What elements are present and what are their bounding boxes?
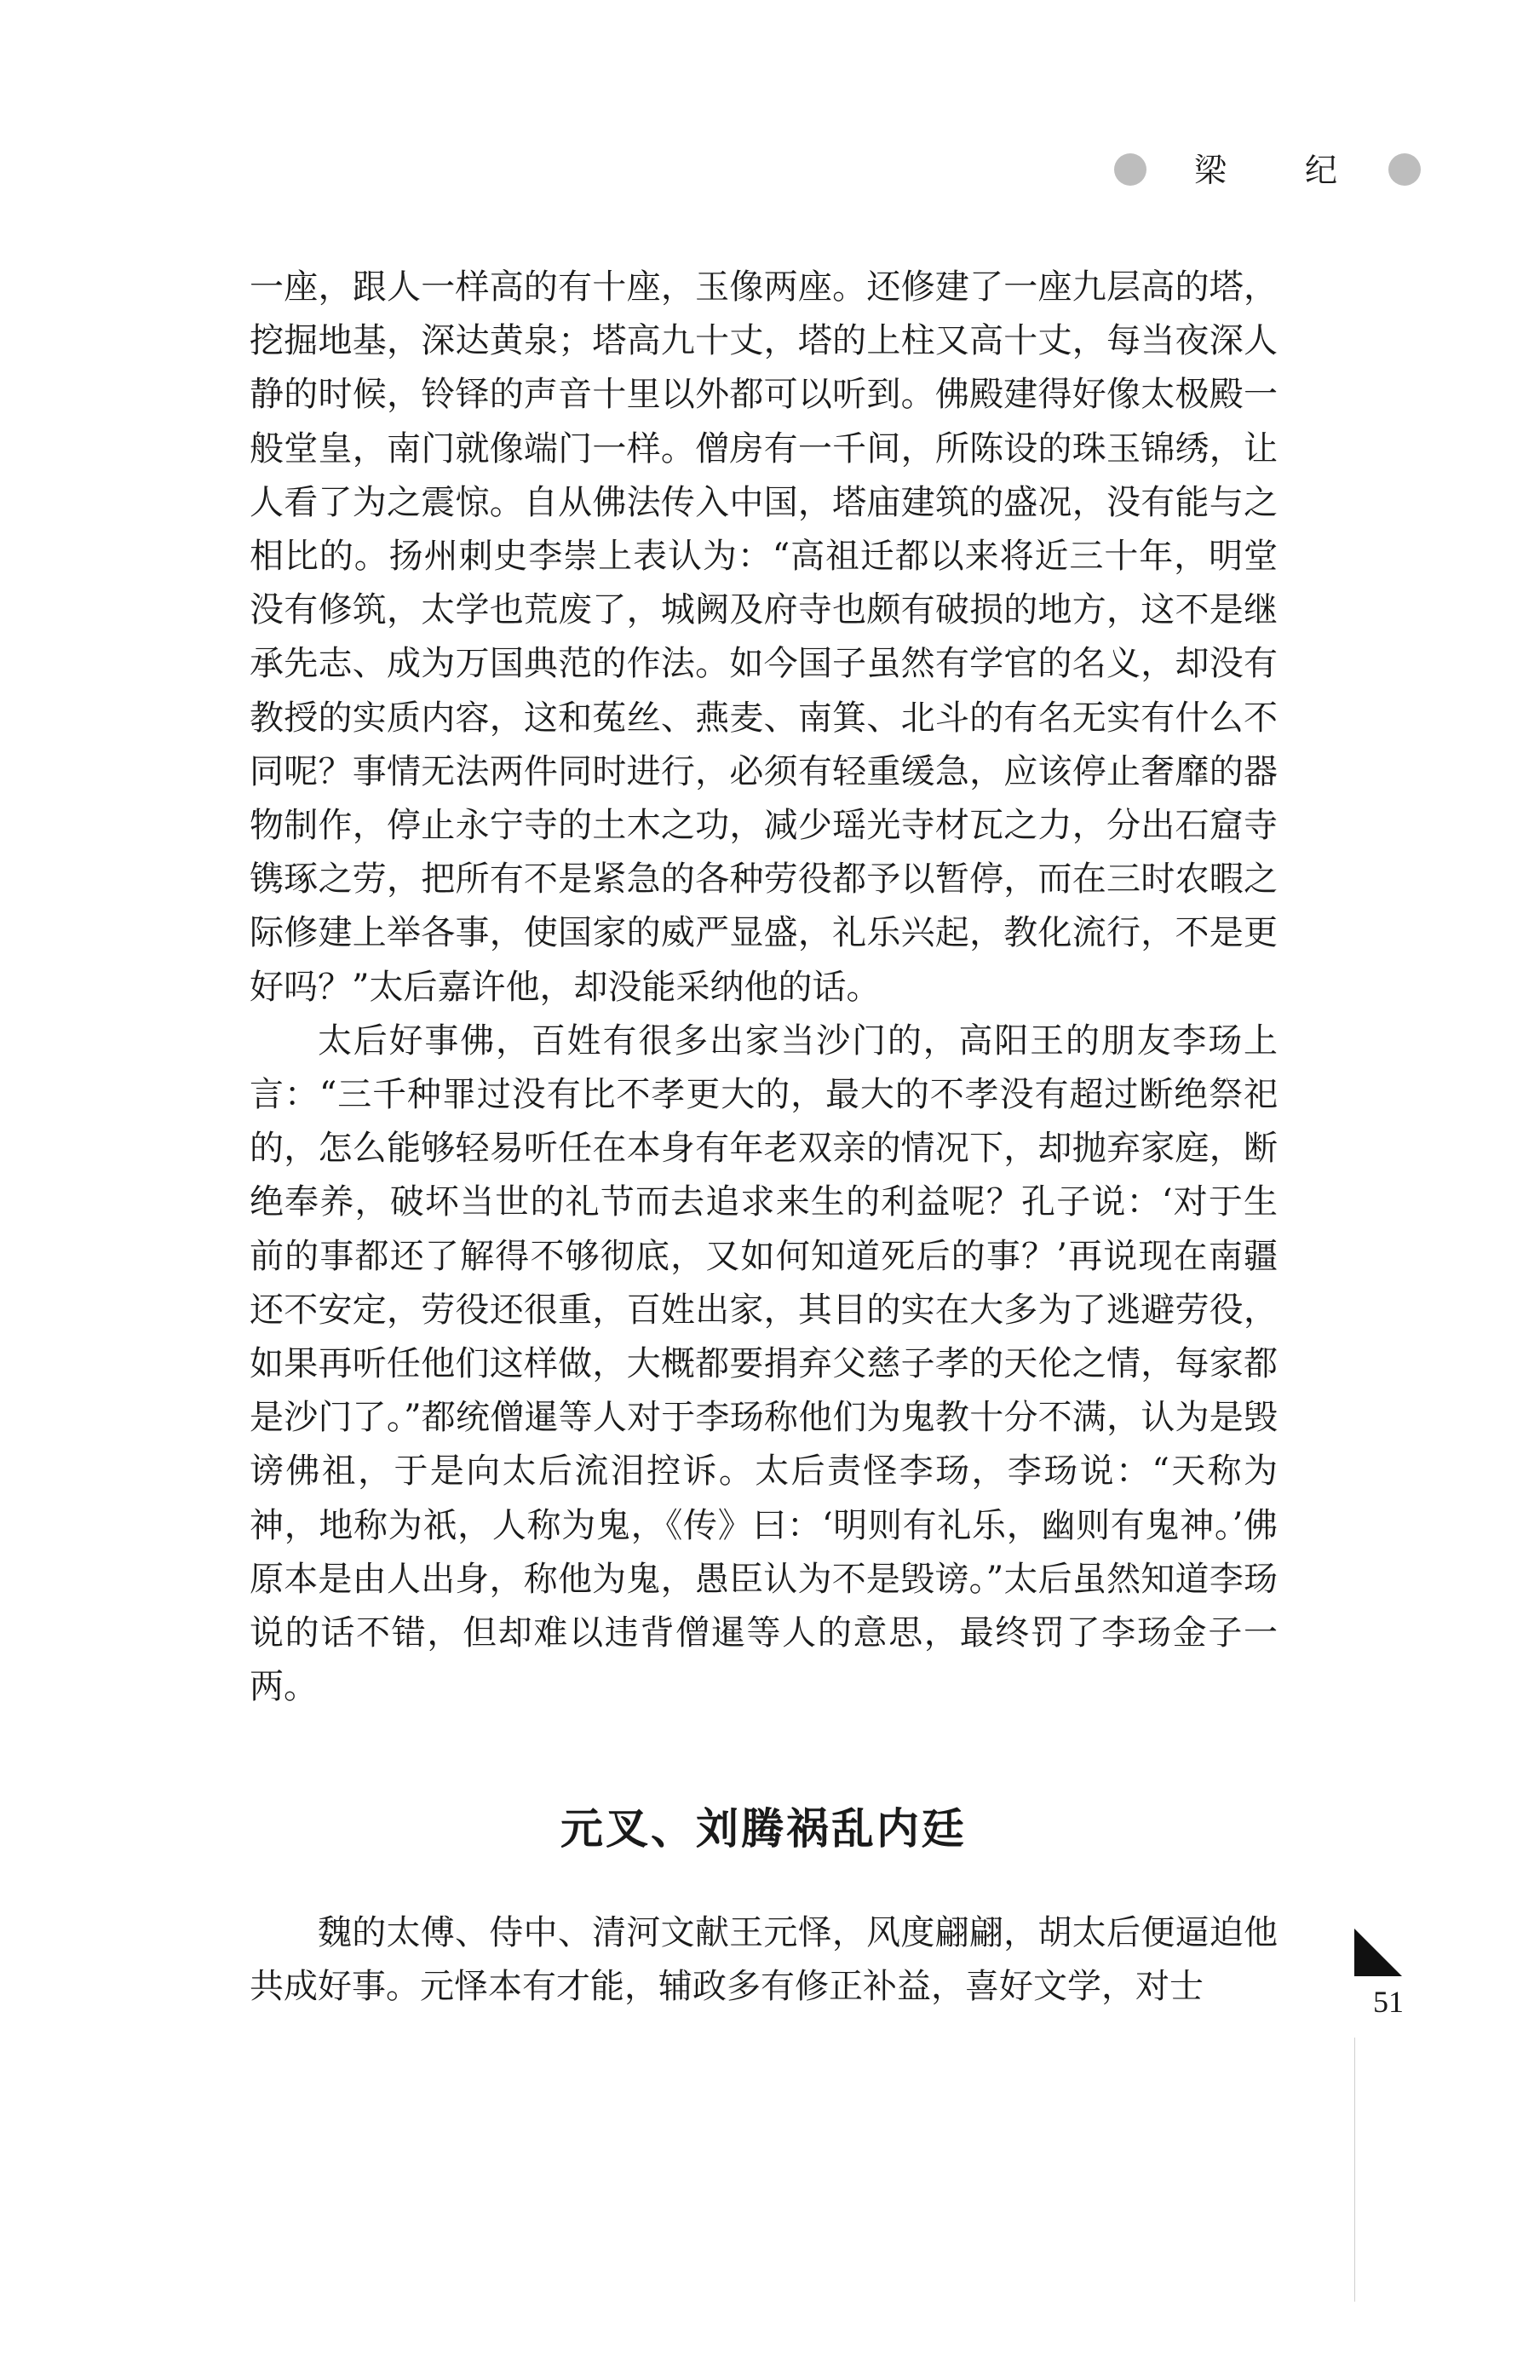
margin-rule: [1354, 2038, 1355, 2302]
paragraph-2: 太后好事佛，百姓有很多出家当沙门的，高阳王的朋友李玚上言：“三千种罪过没有比不孝更大的，最大的不孝没有超过断绝祭祀的，怎么能够轻易听任在本身有年老双亲的情况下，却抛弃家庭，断绝奉养，破坏当世的礼节而去追求来生的利益呢？孔子说：‘对于生前的事都还了解得不够彻底，又如何知道死后的事？’再说现在南疆还不安定，劳役还很重，百姓出家，其目的实在大多为了逃避劳役，如果再听任他们这样做，大概都要捐弃父慈子孝的天伦之情，每家都是沙门了。”都统僧暹等人对于李玚称他们为鬼教十分不满，认为是毁谤佛祖，于是向太后流泪控诉。太后责怪李玚，李玚说：“天称为神，地称为祇，人称为鬼，《传》曰：‘明则有礼乐，幽则有鬼神。’佛原本是由人出身，称他为鬼，愚臣认为不是毁谤。”太后虽然知道李玚说的话不错，但却难以违背僧暹等人的意思，最终罚了李玚金子一两。: [250, 1020, 1278, 1707]
section-title: 元叉、刘腾祸乱内廷: [560, 1804, 967, 1854]
header-dot-left-icon: [1114, 153, 1146, 186]
running-header-char-2: 纪: [1305, 152, 1338, 189]
running-header-char-1: 梁: [1194, 152, 1227, 189]
header-dot-right-icon: [1388, 153, 1421, 186]
page-corner-triangle-icon: [1354, 1929, 1402, 1976]
section-body-text: [250, 1906, 1278, 2014]
paragraph-1: 一座，跟人一样高的有十座，玉像两座。还修建了一座九层高的塔，挖掘地基，深达黄泉；塔高九十丈，塔的上柱又高十丈，每当夜深人静的时候，铃铎的声音十里以外都可以听到。佛殿建得好像太极殿一般堂皇，南门就像端门一样。僧房有一千间，所陈设的珠玉锦绣，让人看了为之震惊。自从佛法传入中国，塔庙建筑的盛况，没有能与之相比的。扬州刺史李崇上表认为：“高祖迁都以来将近三十年，明堂没有修筑，太学也荒废了，城阙及府寺也颇有破损的地方，这不是继承先志、成为万国典范的作法。如今国子虽然有学官的名义，却没有教授的实质内容，这和菟丝、燕麦、南箕、北斗的有名无实有什么不同呢？事情无法两件同时进行，必须有轻重缓急，应该停止奢靡的器物制作，停止永宁寺的土木之功，减少瑶光寺材瓦之力，分出石窟寺镌琢之劳，把所有不是紧急的各种劳役都予以暂停，而在三时农暇之际修建上举各事，使国家的威严显盛，礼乐兴起，教化流行，不是更好吗？”太后嘉许他，却没能采纳他的话。: [250, 267, 1278, 1007]
body-text: [250, 261, 1278, 1714]
section-paragraph-1: 魏的太傅、侍中、清河文献王元怿，风度翩翩，胡太后便逼迫他共成好事。元怿本有才能，辅政多有修正补益，喜好文学，对士: [250, 1913, 1278, 2007]
running-header: [1107, 150, 1431, 201]
page-number: 51: [1373, 1985, 1404, 2019]
